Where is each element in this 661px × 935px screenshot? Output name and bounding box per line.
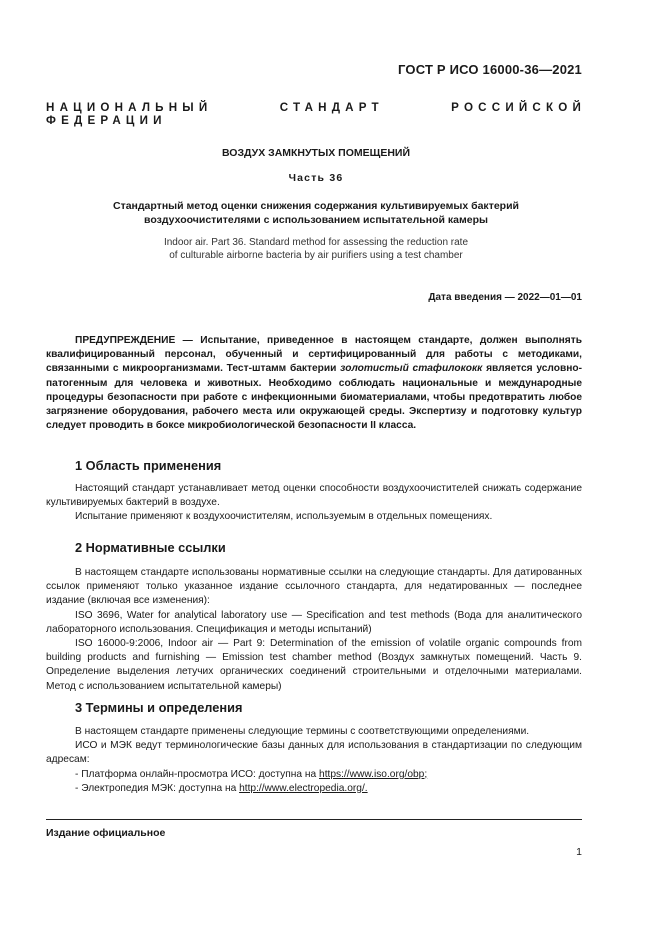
- paragraph: ISO 16000-9:2006, Indoor air — Part 9: Determination of the emission of volatile organic compounds from building products and furnishing — Emission test chamber method (Воздух замкнутых помещений. Часть 9. Определение выделения летучих органических соединений строительными и отделочными материалами. Метод с использованием испытательной камеры): [46, 638, 582, 692]
- footer-divider: [46, 819, 582, 820]
- warning-text-1: ПРЕДУПРЕЖДЕНИЕ — Испытание, приведенное в настоящем стандарте, должен выполнять квалифицированный персонал, обученный и сертифицированный для работы с методиками, связанными с микроорганизмами. Тест-штамм бактерии: [46, 335, 582, 375]
- warning-emphasis: золотистый стафилококк: [340, 363, 483, 375]
- paragraph: ISO 3696, Water for analytical laboratory use — Specification and test methods (Вода для аналитического лабораторного использования. Спецификация и методы испытаний): [46, 609, 582, 635]
- warning-text-2: является условно-патогенным для человека и животных. Необходимо соблюдать национальные и международные процедуры безопасности при работе с инфекционными биоматериалами, чтобы предотвратить любое загрязнение оборудования, рабочего места или окружающей среды. Экспертизу и подготовку культур следует проводить в боксе микробиологической безопасности II класса.: [46, 363, 582, 432]
- document-title: ВОЗДУХ ЗАМКНУТЫХ ПОМЕЩЕНИЙ: [221, 147, 410, 159]
- english-title-line-1: Indoor air. Part 36. Standard method for assessing the reduction rate: [163, 237, 469, 248]
- warning-block: [46, 334, 582, 433]
- document-part: Часть 36: [288, 172, 344, 184]
- subtitle-line-2: воздухоочистителями с использованием испытательной камеры: [144, 214, 488, 226]
- electropedia-link[interactable]: http://www.electropedia.org/.: [239, 782, 368, 794]
- subtitle-line-1: Стандартный метод оценки снижения содержания культивируемых бактерий: [112, 200, 519, 212]
- iso-prefix: - Платформа онлайн-просмотра ИСО: доступна на: [75, 768, 320, 780]
- document-subtitle: [46, 199, 586, 227]
- paragraph: В настоящем стандарте использованы нормативные ссылки на следующие стандарты. Для датированных ссылок применяют только указанное издание ссылочного стандарта, для недатированных — последнее издание (включая все изменения):: [46, 567, 582, 607]
- standard-code: ГОСТ Р ИСО 16000-36—2021: [397, 62, 582, 77]
- iso-obp-link[interactable]: https://www.iso.org/obp;: [319, 768, 428, 780]
- section-heading-terms: 3 Термины и определения: [75, 700, 243, 715]
- national-standard-banner: НАЦИОНАЛЬНЫЙ СТАНДАРТ РОССИЙСКОЙ ФЕДЕРАЦИИ: [46, 101, 586, 127]
- paragraph: Настоящий стандарт устанавливает метод оценки способности воздухоочистителей снижать содержание культивируемых бактерий в воздухе.: [46, 483, 582, 509]
- paragraph: ИСО и МЭК ведут терминологические базы данных для использования в стандартизации по следующим адресам:: [46, 740, 582, 766]
- english-title: [46, 236, 586, 262]
- introduction-date: Дата введения — 2022—01—01: [428, 292, 582, 303]
- paragraph: Испытание применяют к воздухоочистителям, используемым в отдельных помещениях.: [75, 511, 493, 523]
- section-body-terms: [46, 725, 582, 796]
- section-body-references: [46, 566, 582, 694]
- section-body-scope: [46, 482, 582, 525]
- english-title-line-2: of culturable airborne bacteria by air purifiers using a test chamber: [169, 250, 463, 261]
- list-item-iso: [46, 768, 582, 782]
- page-number: 1: [576, 846, 582, 858]
- list-item-iec: [46, 782, 582, 796]
- official-edition-label: Издание официальное: [46, 827, 166, 839]
- paragraph: В настоящем стандарте применены следующие термины с соответствующими определениями.: [75, 726, 530, 737]
- iec-prefix: - Электропедия МЭК: доступна на: [75, 782, 240, 794]
- section-heading-scope: 1 Область применения: [75, 458, 222, 473]
- section-heading-references: 2 Нормативные ссылки: [75, 540, 226, 555]
